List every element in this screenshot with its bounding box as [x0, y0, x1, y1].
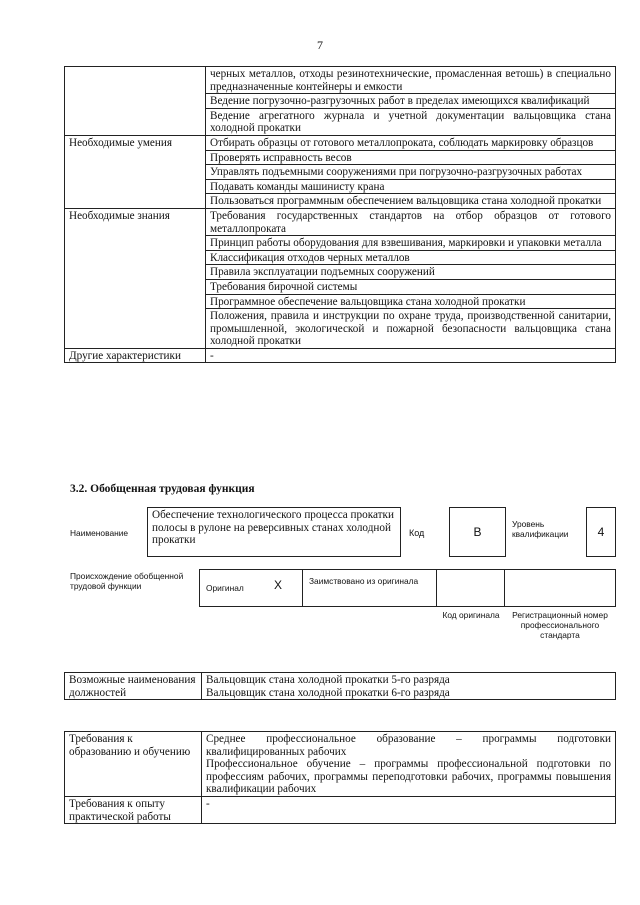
table-cell: Ведение агрегатного журнала и учетной документации вальцовщика стана холодной прокатки	[206, 108, 616, 135]
table-row	[65, 135, 616, 150]
table-row	[65, 348, 616, 363]
gtf-level-box: 4	[586, 507, 616, 557]
row-label: Требования к опыту практической работы	[65, 796, 202, 823]
requirement-line: Среднее профессиональное образование – программы подготовки квалифицированных рабочих	[206, 733, 611, 758]
origin-label: Происхождение обобщенной трудовой функции	[70, 571, 184, 591]
borrowed-label: Заимствовано из оригинала	[309, 576, 419, 586]
row-label-skills: Необходимые умения	[65, 135, 206, 208]
code-caption: Код оригинала	[442, 610, 500, 620]
name-label: Наименование	[70, 528, 129, 538]
table-cell: Пользоваться программным обеспечением вальцовщика стана холодной прокатки	[206, 194, 616, 209]
original-mark: X	[274, 578, 283, 592]
requirements-table	[64, 731, 616, 824]
row-label: Возможные наименования должностей	[65, 673, 202, 700]
origin-code-cell	[436, 569, 505, 607]
page-number: 7	[317, 38, 323, 52]
requirement-line: Профессиональное обучение – программы профессиональной подготовки по профессиям рабочих, программы переподготовки рабочих, программы повышения квалификации рабочих	[206, 758, 611, 796]
table-cell: Ведение погрузочно-разгрузочных работ в пределах имеющихся квалификаций	[206, 94, 616, 109]
table-row	[65, 67, 616, 94]
job-titles-table	[64, 672, 616, 700]
table-cell: Классификация отходов черных металлов	[206, 250, 616, 265]
level-label: Уровень квалификации	[512, 519, 569, 539]
table-cell: Правила эксплуатации подъемных сооружений	[206, 265, 616, 280]
origin-borrowed-cell	[302, 569, 437, 607]
table-cell: Программное обеспечение вальцовщика стана холодной прокатки	[206, 294, 616, 309]
row-label: Требования к образованию и обучению	[65, 732, 202, 797]
table-cell: черных металлов, отходы резинотехнические, промасленная ветошь) в специально предназначенные контейнеры и емкости	[206, 67, 616, 94]
table-cell: -	[206, 348, 616, 363]
table-row	[65, 732, 616, 797]
section-heading: 3.2. Обобщенная трудовая функция	[70, 483, 255, 495]
row-label-knowledge: Необходимые знания	[65, 208, 206, 348]
table-row	[65, 796, 616, 823]
row-label	[65, 67, 206, 136]
table-cell: Проверять исправность весов	[206, 150, 616, 165]
table-cell: -	[202, 796, 616, 823]
original-label: Оригинал	[206, 583, 244, 593]
table-cell: Положения, правила и инструкции по охране труда, производственной санитарии, промышленной, экологической и пожарной безопасности вальцовщика стана холодной прокатки	[206, 309, 616, 349]
origin-original-cell	[199, 569, 303, 607]
row-label-other: Другие характеристики	[65, 348, 206, 363]
table-cell	[202, 673, 616, 700]
table-cell	[202, 732, 616, 797]
table-cell: Подавать команды машинисту крана	[206, 179, 616, 194]
table-cell: Требования государственных стандартов на отбор образцов от готового металлопроката	[206, 208, 616, 235]
table-row	[65, 673, 616, 700]
reg-caption: Регистрационный номер профессионального стандарта	[512, 610, 608, 640]
gtf-code-box: B	[449, 507, 506, 557]
table-cell: Требования бирочной системы	[206, 279, 616, 294]
job-title: Вальцовщик стана холодной прокатки 6-го разряда	[206, 686, 450, 699]
table-cell: Отбирать образцы от готового металлопроката, соблюдать маркировку образцов	[206, 135, 616, 150]
gtf-name-box: Обеспечение технологического процесса прокатки полосы в рулоне на реверсивных станах холодной прокатки	[147, 507, 401, 557]
skills-knowledge-table	[64, 66, 616, 363]
job-title: Вальцовщик стана холодной прокатки 5-го разряда	[206, 674, 450, 686]
table-cell: Принцип работы оборудования для взвешивания, маркировки и упаковки металла	[206, 236, 616, 251]
table-cell: Управлять подъемными сооружениями при погрузочно-разгрузочных работах	[206, 165, 616, 180]
code-label: Код	[409, 528, 425, 538]
origin-reg-cell	[504, 569, 616, 607]
table-row	[65, 208, 616, 235]
